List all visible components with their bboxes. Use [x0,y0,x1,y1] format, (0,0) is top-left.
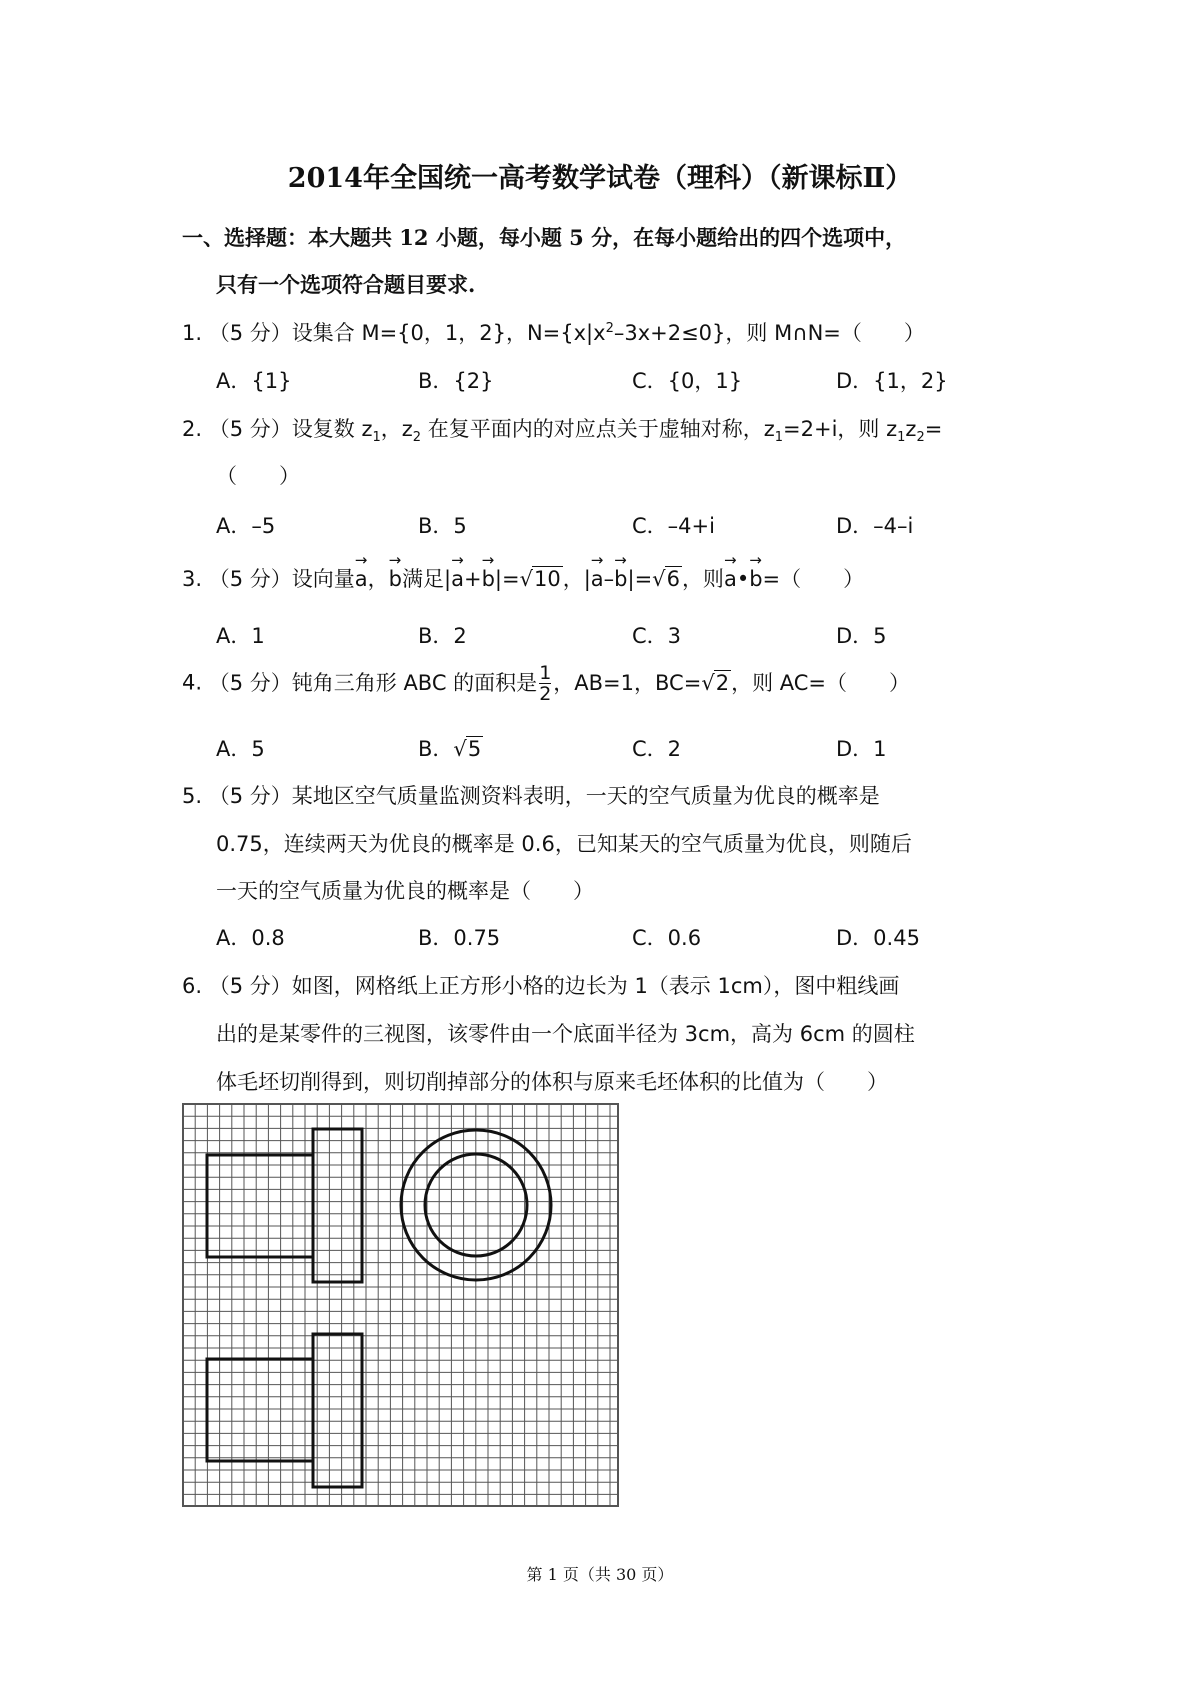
q5-text-line2: 0.75，连续两天为优良的概率是 0.6，已知某天的空气质量为优良，则随后 [216,832,912,856]
question-3 [182,563,864,593]
q4-option-d: D．1 [836,737,887,761]
q5-option-c: C．0.6 [632,926,702,950]
section-header-line2: 只有一个选项符合题目要求. [216,272,476,297]
q5-option-b: B．0.75 [418,926,501,950]
q6-text-line1: （5 分）如图，网格纸上正方形小格的边长为 1（表示 1cm），图中粗线画 [208,974,900,998]
q3-option-a: A．1 [216,624,265,648]
q2-option-b: B．5 [418,514,467,538]
side-view-flange [313,1334,362,1487]
q5-text-line3: 一天的空气质量为优良的概率是（ ） [216,879,594,903]
q2-number: 2. [182,417,203,441]
front-view-flange [313,1129,362,1282]
question-6 [182,970,899,1000]
q5-text-line1: （5 分）某地区空气质量监测资料表明，一天的空气质量为优良的概率是 [208,784,880,808]
question-4 [182,663,910,704]
q4-option-b: B．√5 [418,737,482,761]
q1-option-a: A．{1} [216,369,292,393]
q2-text: （5 分）设复数 $z_1$，$z_2$ 在复平面内的对应点关于虚轴对称，$z_1=2+i$，则 $z_1z_2=$ [208,417,943,445]
page-title: 2014年全国统一高考数学试卷（理科）（新课标Ⅱ） [287,163,913,194]
q4-option-c: C．2 [632,737,682,761]
q6-text-line2: 出的是某零件的三视图，该零件由一个底面半径为 3cm，高为 6cm 的圆柱 [216,1022,915,1046]
q1-option-c: C．{0，1} [632,369,743,393]
three-view-figure [182,1103,622,1508]
vector-b: → b [389,567,402,591]
fraction-one-half: $\frac{1}{2}$ [539,662,552,705]
q4-option-a: A．5 [216,737,265,761]
q2-option-c: C．–4+i [632,514,715,538]
question-1 [182,317,925,347]
vector-a: → a [355,567,368,591]
q6-text-line3: 体毛坯切削得到，则切削掉部分的体积与原来毛坯体积的比值为（ ） [216,1070,888,1094]
front-view [207,1129,362,1282]
q5-option-d: D．0.45 [836,926,920,950]
q3-number: 3. [182,567,203,591]
q3-text: （5 分）设向量→ a，→ b满足|→ a+→ b|=√10，|→ a–→ b|=√6，则→ a•→ b=（ ） [209,567,864,591]
question-5 [182,780,880,810]
q2-option-d: D．–4–i [836,514,914,538]
side-view [207,1334,362,1487]
q4-text: （5 分）钝角三角形 ABC 的面积是 $\frac{1}{2}$ ，AB=1，BC=√2，则 AC=（ ） [208,662,911,705]
q3-option-b: B．2 [418,624,467,648]
question-2 [182,413,942,443]
q1-option-d: D．{1，2} [836,369,948,393]
q2-option-a: A．–5 [216,514,276,538]
q1-text: （5 分）设集合 M={0，1，2}，$N=\{x|x^2-3x+2\le 0\}$，则 M∩N=（ ） [208,321,925,345]
q1-option-b: B．{2} [418,369,494,393]
q3-option-c: C．3 [632,624,682,648]
front-view-body [207,1155,313,1257]
page-footer: 第 1 页（共 30 页） [526,1565,674,1584]
section-header-line1: 一、选择题：本大题共 12 小题，每小题 5 分，在每小题给出的四个选项中， [182,225,907,250]
q3-option-d: D．5 [836,624,887,648]
q5-number: 5. [182,784,203,808]
grid-paper [183,1104,618,1506]
q1-number: 1. [182,321,203,345]
q5-option-a: A．0.8 [216,926,285,950]
q2-text-line2: （ ） [216,464,300,488]
q4-number: 4. [182,670,203,695]
q6-number: 6. [182,974,203,998]
